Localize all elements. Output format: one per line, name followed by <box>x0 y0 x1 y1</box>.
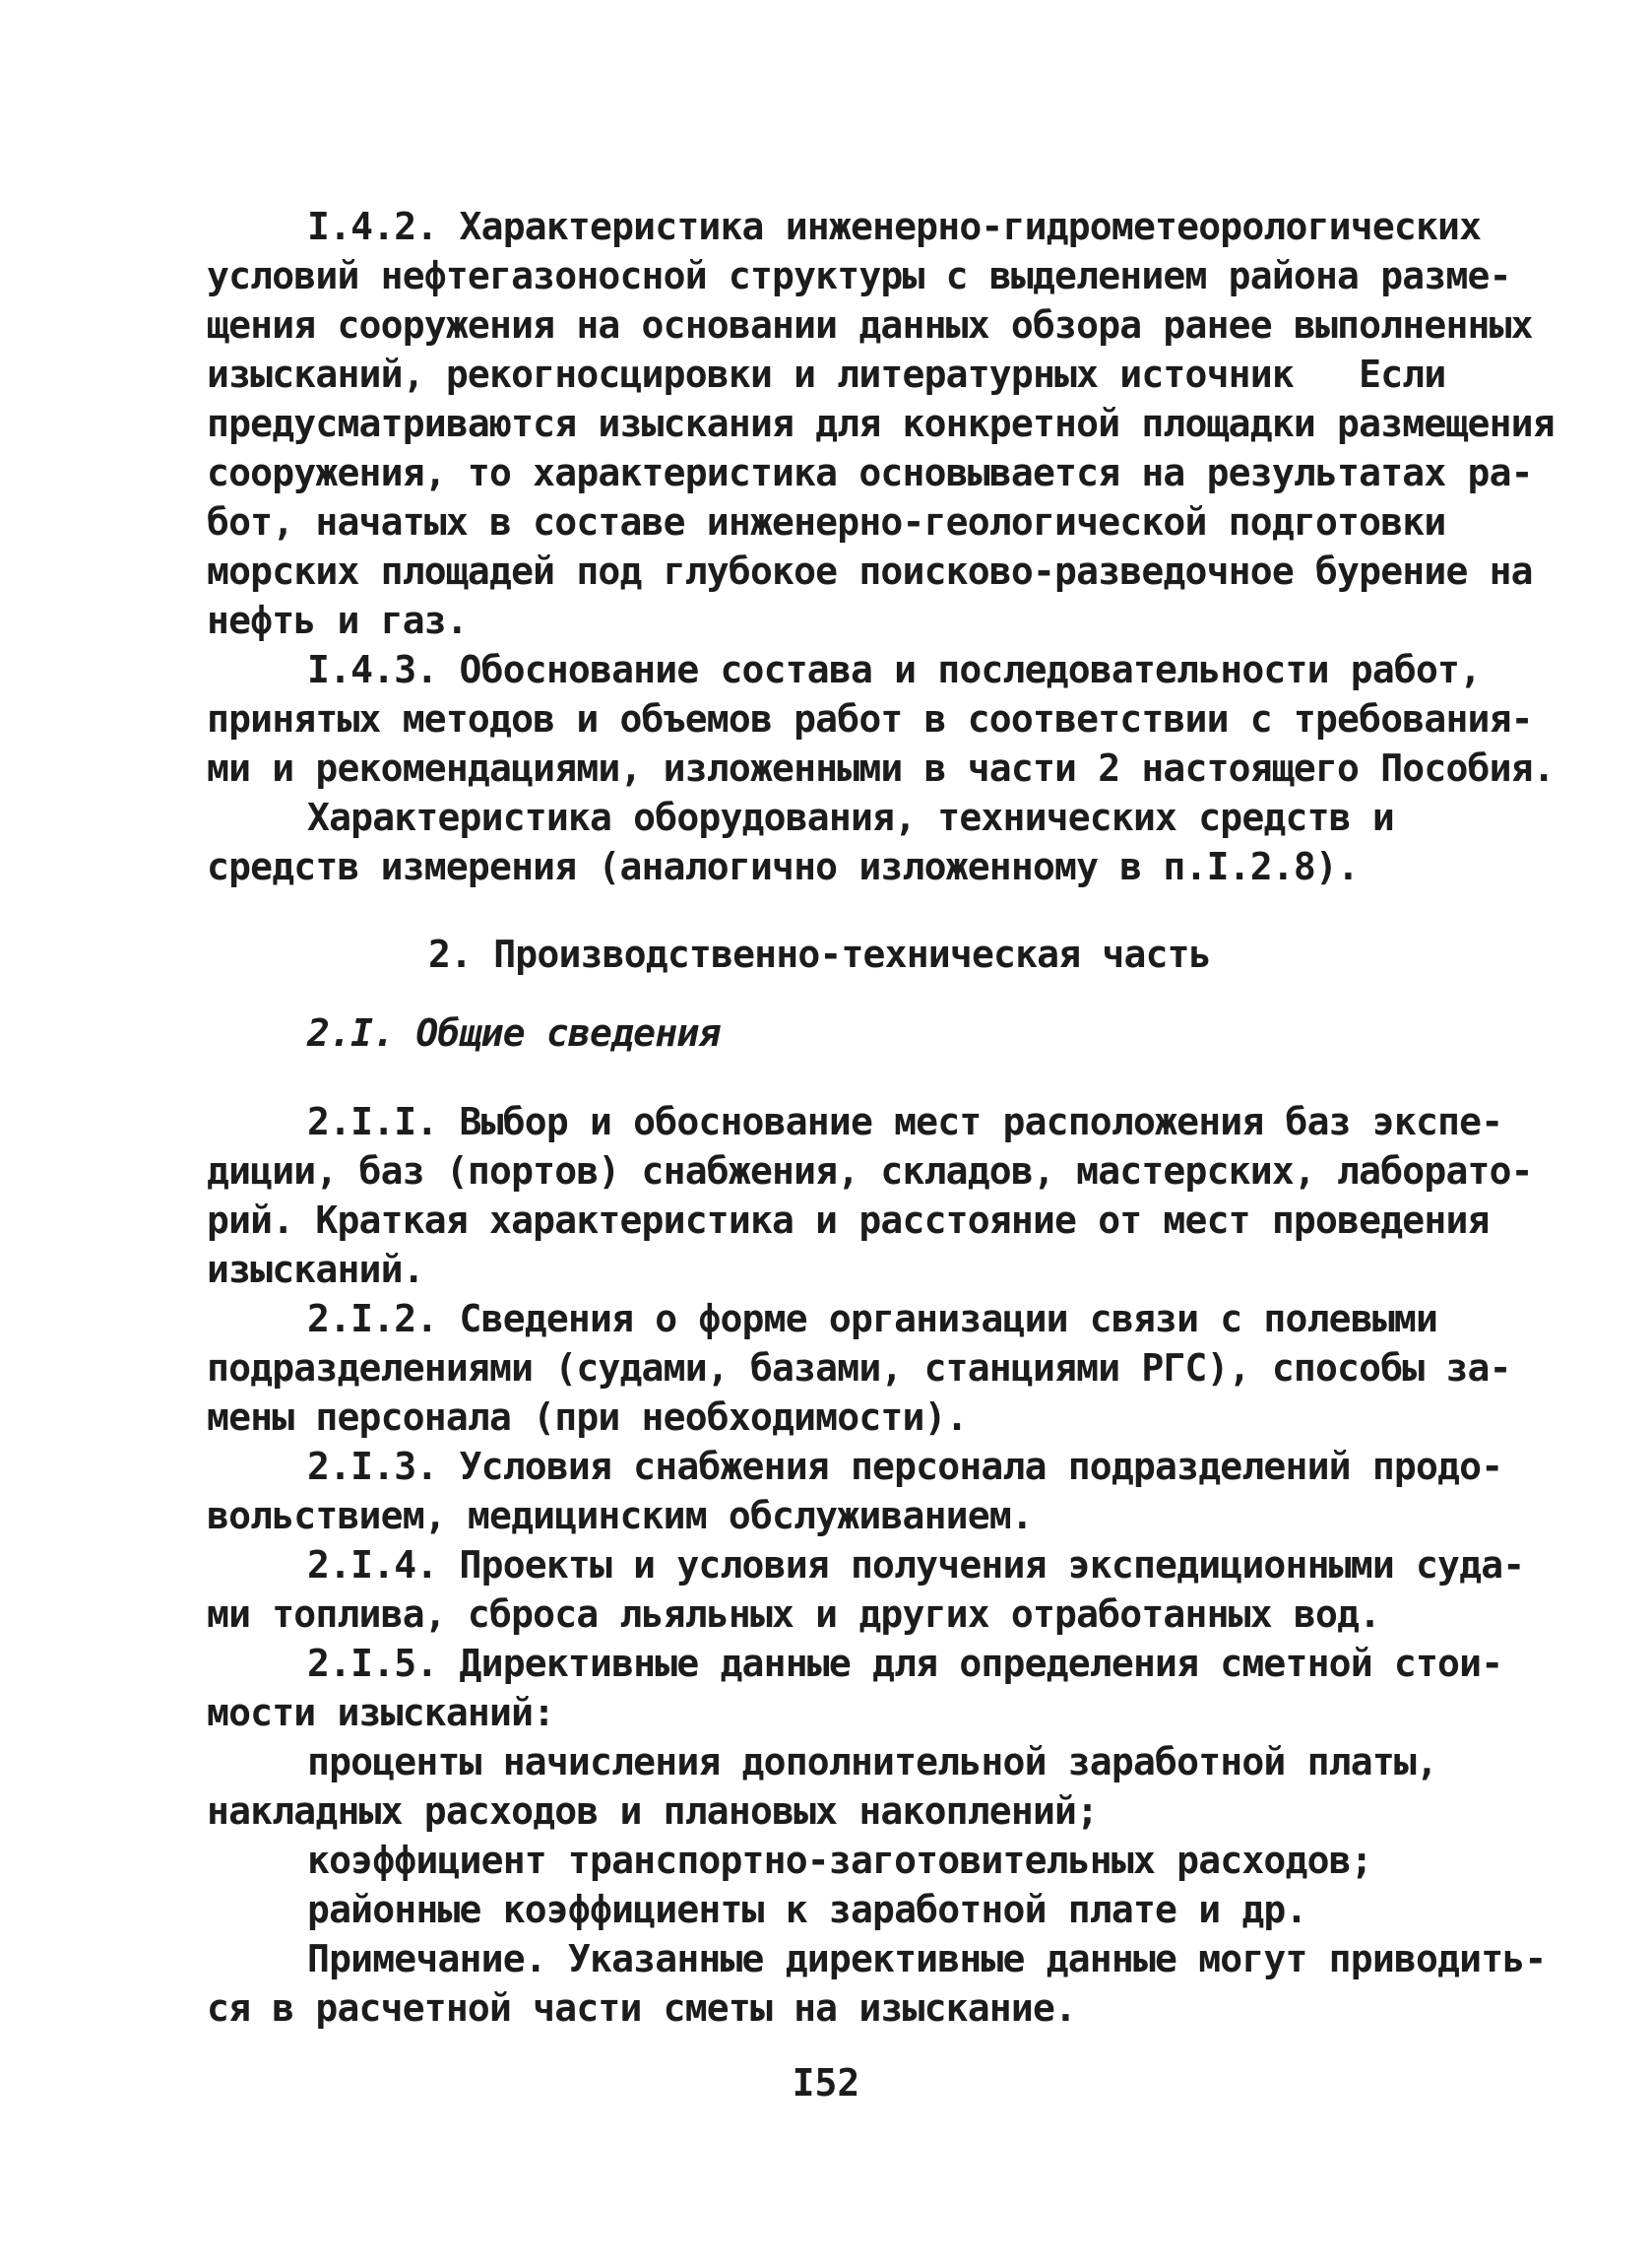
paragraph-2-1-1-line: рий. Краткая характеристика и расстояние от мест проведения <box>207 1199 1490 1242</box>
paragraph-2-1-3-line: 2.I.3. Условия снабжения персонала подразделений продо- <box>307 1445 1503 1488</box>
page-number: I52 <box>792 2061 860 2105</box>
paragraph-1-4-2-line: щения сооружения на основании данных обзора ранее выполненных <box>207 303 1533 347</box>
subsection-heading <box>307 1009 720 1057</box>
equipment-paragraph-line: Характеристика оборудования, технических средств и <box>307 796 1394 839</box>
paragraph-2-1-4-line: ми топлива, сброса льяльных и других отработанных вод. <box>207 1592 1381 1636</box>
paragraph-1-4-3-line: принятых методов и объемов работ в соответствии с требования- <box>207 697 1533 741</box>
list-item-line: накладных расходов и плановых накоплений; <box>207 1789 1099 1833</box>
note-line: ся в расчетной части сметы на изыскание. <box>207 1986 1077 2030</box>
paragraph-1-4-2-line: нефть и газ. <box>207 599 468 642</box>
paragraph-1-4-3-line: ми и рекомендациями, изложенными в части 2 настоящего Пособия. <box>207 746 1555 790</box>
list-item-line: районные коэффициенты к заработной плате и др. <box>307 1888 1307 1931</box>
note-line: Примечание. Указанные директивные данные могут приводить- <box>307 1937 1547 1980</box>
subsection-heading-text: 2.I. Общие сведения <box>307 1011 721 1055</box>
paragraph-2-1-2-line: мены персонала (при необходимости). <box>207 1395 968 1439</box>
paragraph-2-1-1-line: 2.I.I. Выбор и обоснование мест расположения баз экспе- <box>307 1100 1503 1143</box>
paragraph-1-4-2-line: условий нефтегазоносной структуры с выделением района разме- <box>207 254 1511 297</box>
paragraph-2-1-1-line: диции, баз (портов) снабжения, складов, мастерских, лаборато- <box>207 1149 1533 1193</box>
paragraph-2-1-1-line: изысканий. <box>207 1248 424 1291</box>
list-item-line: проценты начисления дополнительной заработной платы, <box>307 1740 1438 1783</box>
paragraph-1-4-2-line: I.4.2. Характеристика инженерно-гидрометеорологических <box>307 205 1482 248</box>
paragraph-1-4-3-line: I.4.3. Обоснование состава и последовательности работ, <box>307 648 1482 691</box>
paragraph-2-1-3-line: вольствием, медицинским обслуживанием. <box>207 1494 1033 1537</box>
paragraph-1-4-2-line: сооружения, то характеристика основывается на результатах ра- <box>207 451 1533 494</box>
paragraph-1-4-2-line: изысканий, рекогносцировки и литературных источник Если <box>207 353 1446 396</box>
paragraph-1-4-2-line: бот, начатых в составе инженерно-геологической подготовки <box>207 500 1446 544</box>
paragraph-2-1-5-line: 2.I.5. Директивные данные для определения сметной стои- <box>307 1642 1503 1685</box>
paragraph-2-1-5-line: мости изысканий: <box>207 1691 555 1734</box>
paragraph-2-1-2-line: подразделениями (судами, базами, станциями РГС), способы за- <box>207 1346 1511 1390</box>
paragraph-1-4-2-line: предусматриваются изыскания для конкретной площадки размещения <box>207 402 1555 445</box>
paragraph-2-1-4-line: 2.I.4. Проекты и условия получения экспедиционными суда- <box>307 1543 1525 1587</box>
paragraph-1-4-2-line: морских площадей под глубокое поисково-разведочное бурение на <box>207 550 1533 593</box>
paragraph-2-1-2-line: 2.I.2. Сведения о форме организации связи с полевыми <box>307 1297 1438 1340</box>
equipment-paragraph-line: средств измерения (аналогично изложенному в п.I.2.8). <box>207 845 1360 888</box>
section-heading: 2. Производственно-техническая часть <box>428 933 1211 976</box>
list-item-line: коэффициент транспортно-заготовительных расходов; <box>307 1839 1372 1882</box>
